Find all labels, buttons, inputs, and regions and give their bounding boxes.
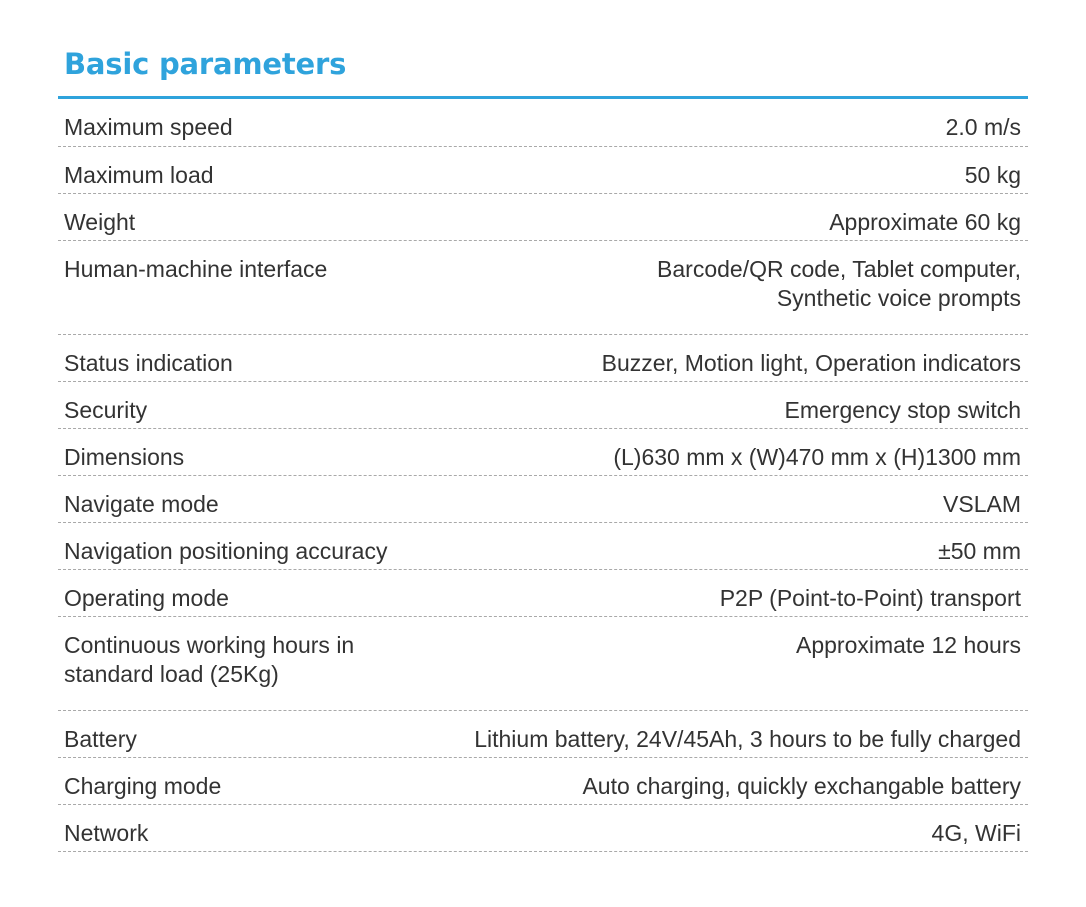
row-label: Human-machine interface <box>64 256 328 282</box>
table-row <box>58 476 1028 523</box>
table-row <box>58 711 1028 758</box>
row-value: Barcode/QR code, Tablet computer, Synthetic voice prompts <box>657 256 1021 311</box>
table-row <box>58 570 1028 617</box>
row-value: VSLAM <box>943 491 1021 517</box>
row-label: Weight <box>64 209 136 235</box>
row-label: Dimensions <box>64 444 185 470</box>
table-row <box>58 429 1028 476</box>
row-value: Auto charging, quickly exchangable battery <box>582 773 1021 799</box>
row-value: (L)630 mm x (W)470 mm x (H)1300 mm <box>613 444 1021 470</box>
row-value: 2.0 m/s <box>945 114 1021 140</box>
row-value: Approximate 60 kg <box>829 209 1021 235</box>
row-value: Emergency stop switch <box>784 397 1021 423</box>
row-label: Maximum load <box>64 162 214 188</box>
table-row <box>58 241 1028 335</box>
table-row <box>58 335 1028 382</box>
table-row <box>58 382 1028 429</box>
table-row <box>58 805 1028 852</box>
row-value: P2P (Point-to-Point) transport <box>719 585 1021 611</box>
row-value: Lithium battery, 24V/45Ah, 3 hours to be fully charged <box>474 726 1021 752</box>
row-label: Status indication <box>64 350 233 376</box>
row-label: Network <box>64 820 149 846</box>
row-label: Operating mode <box>64 585 229 611</box>
parameters-table <box>58 99 1028 852</box>
table-row <box>58 194 1028 241</box>
row-label: Security <box>64 397 148 423</box>
row-label: Continuous working hours in standard load (25Kg) <box>64 632 355 687</box>
row-value: 50 kg <box>964 162 1021 188</box>
row-label: Navigate mode <box>64 491 219 517</box>
row-label: Charging mode <box>64 773 222 799</box>
row-label: Battery <box>64 726 137 752</box>
row-label: Maximum speed <box>64 114 233 140</box>
row-value: 4G, WiFi <box>931 820 1021 846</box>
row-value: ±50 mm <box>938 538 1021 564</box>
table-row <box>58 523 1028 570</box>
table-row <box>58 617 1028 711</box>
table-row <box>58 99 1028 147</box>
table-row <box>58 758 1028 805</box>
row-value: Buzzer, Motion light, Operation indicators <box>601 350 1021 376</box>
section-title: Basic parameters <box>64 47 347 81</box>
row-label: Navigation positioning accuracy <box>64 538 388 564</box>
table-row <box>58 147 1028 194</box>
row-value: Approximate 12 hours <box>795 632 1021 658</box>
